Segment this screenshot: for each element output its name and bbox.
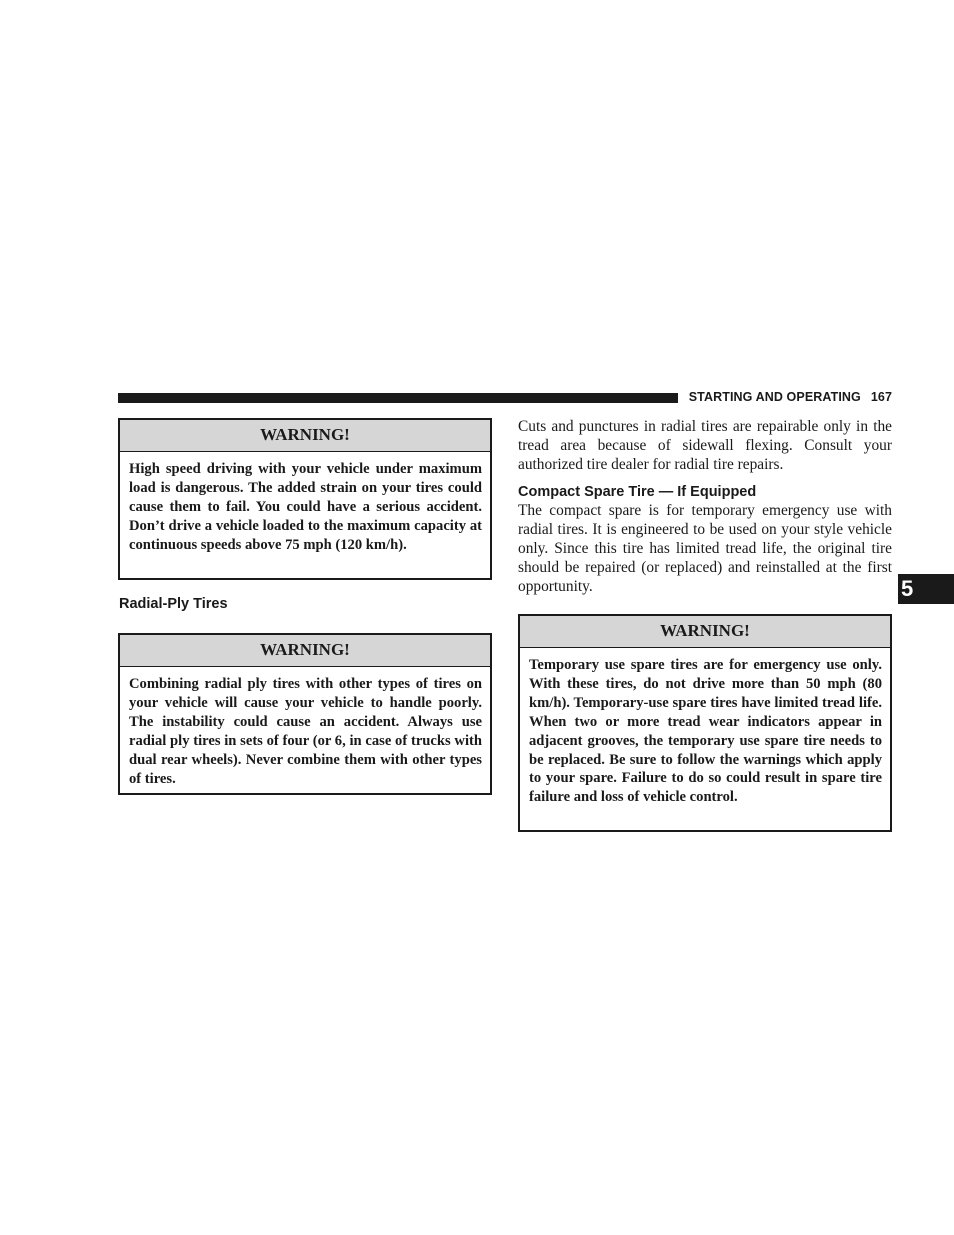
warning-title: WARNING! (120, 420, 490, 452)
warning-text: High speed driving with your vehicle under maximum load is dangerous. The added strain on your tires could cause them to fail. You could have a serious accident. Don’t drive a vehicle loaded to the maximum capacity at continuous speeds above 75 mph (120 km/h). (129, 461, 482, 553)
warning-title: WARNING! (520, 616, 890, 648)
chapter-tab: 5 (898, 574, 954, 604)
warning-text: Combining radial ply tires with other types of tires on your vehicle will cause your vehicle to handle poorly. The instability could cause an accident. Always use radial ply tires in sets of four (or 6, in case of trucks with dual rear wheels). Never combine them with other types of tires. (129, 676, 482, 787)
section-title: STARTING AND OPERATING (688, 390, 861, 404)
section-heading-compact-spare: Compact Spare Tire — If Equipped (518, 484, 757, 500)
paragraph-cuts-punctures: Cuts and punctures in radial tires are repairable only in the tread area because of sidewall flexing. Consult your authorized tire dealer for radial tire repairs. (518, 418, 892, 473)
warning-text: Temporary use spare tires are for emergency use only. With these tires, do not drive more than 50 mph (80 km/h). Temporary-use spare tires have limited tread life. When two or more tread wear indicators appear in adjacent grooves, the temporary use spare tire needs to be replaced. Be sure to follow the warnings which apply to your spare. Failure to do so could result in spare tire failure and loss of vehicle control. (529, 657, 882, 806)
warning-box-radial-ply (118, 633, 492, 795)
paragraph-compact-spare: The compact spare is for temporary emergency use with radial tires. It is engineered to be used on your style vehicle only. Since this tire has limited tread life, the original tire should be repaired (or replaced) and reinstalled at the first opportunity. (518, 502, 892, 595)
warning-box-temporary-spare (518, 614, 892, 832)
section-heading-radial-ply-tires: Radial-Ply Tires (119, 596, 228, 612)
warning-box-high-speed (118, 418, 492, 580)
page-number: 167 (870, 390, 892, 404)
warning-title: WARNING! (120, 635, 490, 667)
header-rule (118, 393, 678, 403)
running-header (686, 390, 892, 404)
